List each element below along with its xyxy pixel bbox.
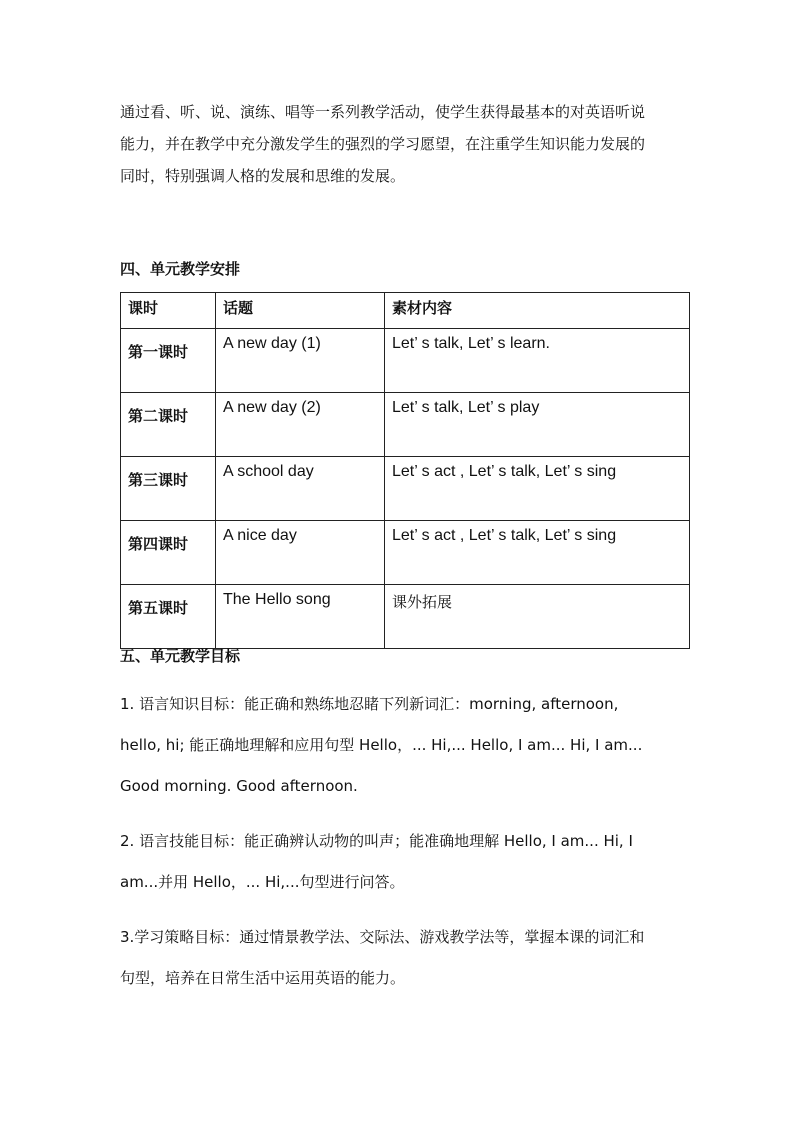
column-header-material: 素材内容 [385,293,690,329]
topic-cell: The Hello song [216,585,385,649]
lesson-cell: 第二课时 [121,393,216,457]
intro-line: 通过看、听、说、演练、唱等一系列教学活动，使学生获得最基本的对英语听说 [120,103,646,121]
goal-line: 1. 语言知识目标：能正确和熟练地忍睹下列新词汇：morning, afternoon, [120,695,619,713]
intro-paragraph [120,96,690,192]
material-cell: Let’ s act , Let’ s talk, Let’ s sing [385,457,690,521]
topic-cell: A school day [216,457,385,521]
material-cell: Let’ s talk, Let’ s learn. [385,329,690,393]
goal-line: 2. 语言技能目标：能正确辨认动物的叫声；能准确地理解 Hello, I am... Hi, I [120,832,633,850]
intro-line: 能力，并在教学中充分激发学生的强烈的学习愿望，在注重学生知识能力发展的 [120,135,646,153]
goal-line: am...并用 Hello，... Hi,...句型进行问答。 [120,873,405,891]
goal-language-knowledge [120,684,690,807]
topic-cell: A new day (1) [216,329,385,393]
topic-cell: A nice day [216,521,385,585]
lesson-cell: 第五课时 [121,585,216,649]
table-row [121,457,690,521]
lesson-schedule-table [120,292,690,649]
teaching-goals [120,684,690,1013]
goal-line: Good morning. Good afternoon. [120,777,358,795]
goal-line: hello, hi; 能正确地理解和应用句型 Hello，... Hi,... Hello, I am... Hi, I am... [120,736,643,754]
goal-line: 句型，培养在日常生活中运用英语的能力。 [120,969,406,987]
table-header-row [121,293,690,329]
intro-line: 同时，特别强调人格的发展和思维的发展。 [120,167,406,185]
goal-line: 3.学习策略目标：通过情景教学法、交际法、游戏教学法等，掌握本课的词汇和 [120,928,645,946]
material-cell: 课外拓展 [385,585,690,649]
goal-language-skills [120,821,690,903]
table-row [121,393,690,457]
topic-cell: A new day (2) [216,393,385,457]
column-header-lesson: 课时 [121,293,216,329]
table-row [121,329,690,393]
column-header-topic: 话题 [216,293,385,329]
table-row [121,585,690,649]
material-cell: Let’ s act , Let’ s talk, Let’ s sing [385,521,690,585]
lesson-cell: 第四课时 [121,521,216,585]
lesson-cell: 第三课时 [121,457,216,521]
section-heading-schedule: 四、单元教学安排 [120,260,241,278]
table-row [121,521,690,585]
goal-learning-strategy [120,917,690,999]
section-heading-goals: 五、单元教学目标 [120,647,241,665]
material-cell: Let’ s talk, Let’ s play [385,393,690,457]
lesson-cell: 第一课时 [121,329,216,393]
